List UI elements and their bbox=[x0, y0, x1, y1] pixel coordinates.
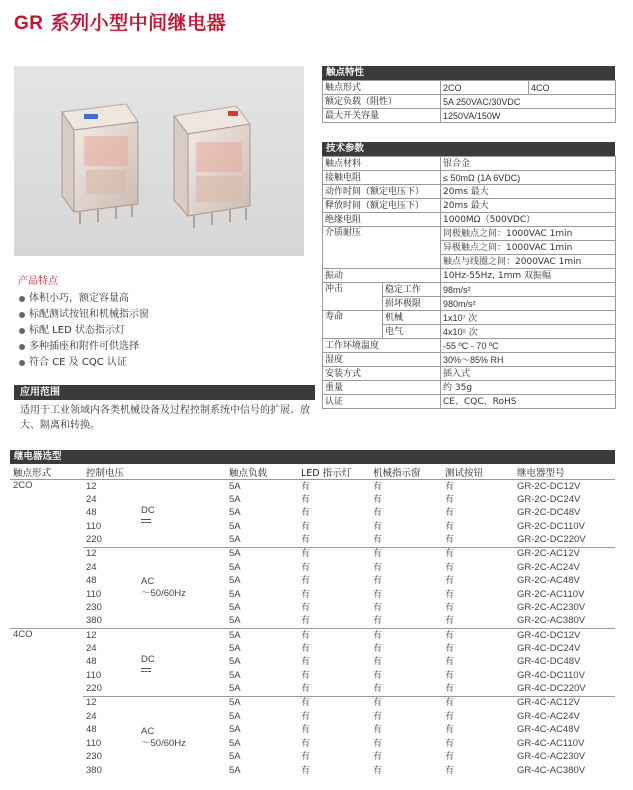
table-row bbox=[10, 737, 615, 751]
feature-item: 标配测试按钮和机械指示窗 bbox=[18, 307, 308, 323]
table-row bbox=[10, 683, 615, 697]
dc-symbol-icon bbox=[141, 519, 151, 523]
features-title: 产品特点 bbox=[18, 276, 58, 287]
spec-value: 1000MΩ（500VDC） bbox=[441, 213, 616, 227]
indicator-cell: 有 bbox=[373, 481, 383, 492]
dielectric-label: 介质耐压 bbox=[323, 227, 441, 269]
spec-value: 约 35g bbox=[441, 381, 616, 395]
indicator-cell: 有 bbox=[373, 603, 383, 614]
indicator-cell: 有 bbox=[373, 657, 383, 668]
led-cell: 有 bbox=[301, 494, 311, 505]
table-row bbox=[10, 574, 615, 588]
load-cell: 5A bbox=[226, 547, 298, 561]
vibration-value: 10Hz-55Hz, 1mm 双振幅 bbox=[441, 269, 616, 283]
load-cell: 5A bbox=[229, 751, 241, 763]
indicator-cell: 有 bbox=[373, 508, 383, 519]
model-cell: GR-2C-DC12V bbox=[517, 480, 581, 492]
load-cell: 5A bbox=[229, 737, 241, 749]
spec-label: 湿度 bbox=[323, 353, 441, 367]
model-cell: GR-2C-DC220V bbox=[517, 534, 586, 546]
model-cell: GR-4C-AC380V bbox=[517, 764, 586, 776]
indicator-cell: 有 bbox=[373, 711, 383, 722]
indicator-cell: 有 bbox=[373, 765, 383, 776]
table-row bbox=[10, 629, 615, 643]
indicator-cell: 有 bbox=[373, 589, 383, 600]
led-cell: 有 bbox=[301, 562, 311, 573]
load-cell: 5A bbox=[229, 480, 241, 492]
load-cell: 5A bbox=[229, 602, 241, 614]
spec-value: 银合金 bbox=[441, 157, 616, 171]
led-cell: 有 bbox=[301, 711, 311, 722]
model-cell: GR-2C-AC110V bbox=[517, 588, 585, 600]
relay-left bbox=[62, 104, 138, 224]
test-button-cell: 有 bbox=[445, 711, 455, 722]
voltage-cell: 24 bbox=[86, 493, 97, 505]
indicator-cell: 有 bbox=[373, 521, 383, 532]
feature-item: 符合 CE 及 CQC 认证 bbox=[18, 355, 308, 371]
led-cell: 有 bbox=[301, 481, 311, 492]
led-cell: 有 bbox=[298, 629, 370, 643]
spec-label: 释放时间（额定电压下） bbox=[323, 199, 441, 213]
test-button-cell: 有 bbox=[445, 616, 455, 627]
contact-form-4: 4CO bbox=[529, 81, 616, 95]
contact-table bbox=[322, 80, 616, 123]
load-cell: 5A bbox=[229, 724, 241, 736]
table-row bbox=[10, 642, 615, 656]
table-row bbox=[10, 601, 615, 615]
led-cell: 有 bbox=[301, 616, 311, 627]
test-button-cell: 有 bbox=[445, 562, 455, 573]
led-cell: 有 bbox=[301, 725, 311, 736]
spec-label: 工作环境温度 bbox=[323, 339, 441, 353]
table-row bbox=[10, 493, 615, 507]
contact-form-cell: 4CO bbox=[10, 629, 83, 778]
test-button-cell: 有 bbox=[445, 521, 455, 532]
shock-stable-value: 98m/s² bbox=[441, 283, 616, 297]
col-header: 触点形式 bbox=[10, 465, 83, 480]
indicator-cell: 有 bbox=[373, 616, 383, 627]
dielectric-value: 触点与线圈之间：2000VAC 1min bbox=[441, 255, 616, 269]
col-header: 测试按钮 bbox=[442, 465, 514, 480]
indicator-cell: 有 bbox=[373, 725, 383, 736]
contact-form-cell: 2CO bbox=[13, 480, 33, 491]
test-button-cell: 有 bbox=[442, 696, 514, 710]
model-cell: GR-2C-AC380V bbox=[517, 615, 586, 627]
led-cell: 有 bbox=[301, 589, 311, 600]
test-button-cell: 有 bbox=[445, 643, 455, 654]
page-title bbox=[14, 8, 226, 35]
indicator-cell: 有 bbox=[373, 535, 383, 546]
test-button-cell: 有 bbox=[445, 494, 455, 505]
ac-label: AC bbox=[141, 725, 155, 737]
spec-value: -55 ºC - 70 ºC bbox=[441, 339, 616, 353]
test-button-cell: 有 bbox=[445, 508, 455, 519]
model-cell: GR-4C-DC110V bbox=[517, 669, 585, 681]
voltage-cell: 48 bbox=[86, 507, 97, 519]
test-button-cell: 有 bbox=[445, 684, 455, 695]
dc-label: DC bbox=[141, 504, 155, 516]
led-cell: 有 bbox=[301, 508, 311, 519]
voltage-cell: 380 bbox=[86, 615, 102, 627]
feature-item: 体积小巧，额定容量高 bbox=[18, 291, 308, 307]
spec-label: 重量 bbox=[323, 381, 441, 395]
features-section bbox=[18, 272, 308, 371]
voltage-cell: 12 bbox=[83, 696, 138, 710]
table-row bbox=[10, 547, 615, 561]
indicator-cell: 有 bbox=[373, 738, 383, 749]
col-header bbox=[138, 465, 226, 480]
selection-body bbox=[10, 480, 615, 778]
indicator-cell: 有 bbox=[373, 562, 383, 573]
test-button-cell: 有 bbox=[445, 765, 455, 776]
feature-item: 多种插座和附件可供选择 bbox=[18, 339, 308, 355]
voltage-cell: 12 bbox=[86, 480, 97, 492]
load-cell: 5A bbox=[229, 656, 241, 668]
shock-destroy-label: 损坏极限 bbox=[383, 297, 441, 311]
led-cell: 有 bbox=[301, 576, 311, 587]
ac-frequency: ～50/60Hz bbox=[141, 588, 186, 600]
selection-header-row bbox=[10, 465, 615, 480]
table-row bbox=[10, 520, 615, 534]
model-cell: GR-2C-AC24V bbox=[517, 561, 580, 573]
load-cell: 5A bbox=[229, 561, 241, 573]
led-cell: 有 bbox=[301, 684, 311, 695]
voltage-cell: 220 bbox=[86, 683, 102, 695]
spec-label: 接触电阻 bbox=[323, 171, 441, 185]
table-row bbox=[10, 615, 615, 629]
voltage-cell: 230 bbox=[86, 602, 102, 614]
test-button-cell: 有 bbox=[445, 576, 455, 587]
table-row bbox=[10, 588, 615, 602]
load-cell: 5A bbox=[229, 507, 241, 519]
life-mech-label: 机械 bbox=[383, 311, 441, 325]
capacity-value: 1250VA/150W bbox=[441, 109, 616, 123]
table-row bbox=[10, 534, 615, 548]
relay-illustration bbox=[14, 66, 304, 256]
load-cell: 5A bbox=[229, 615, 241, 627]
voltage-cell: 24 bbox=[86, 561, 97, 573]
table-row bbox=[10, 656, 615, 670]
spec-label: 动作时间（额定电压下） bbox=[323, 185, 441, 199]
model-cell: GR-4C-AC48V bbox=[517, 724, 580, 736]
dielectric-value: 异极触点之间：1000VAC 1min bbox=[441, 241, 616, 255]
model-cell: GR-2C-AC230V bbox=[517, 602, 586, 614]
title-prefix: GR bbox=[14, 13, 44, 34]
col-header: LED 指示灯 bbox=[298, 465, 370, 480]
current-type-cell bbox=[138, 547, 226, 628]
col-header: 继电器型号 bbox=[514, 465, 615, 480]
table-row bbox=[10, 669, 615, 683]
dielectric-value: 同极触点之间：1000VAC 1min bbox=[441, 227, 616, 241]
selection-header: 继电器选型 bbox=[10, 450, 615, 464]
voltage-cell: 230 bbox=[86, 751, 102, 763]
spec-value: 20ms 最大 bbox=[441, 185, 616, 199]
voltage-cell: 110 bbox=[86, 588, 102, 600]
led-cell: 有 bbox=[301, 643, 311, 654]
life-label: 寿命 bbox=[323, 311, 383, 339]
ac-label: AC bbox=[141, 576, 155, 588]
current-type-cell bbox=[138, 696, 226, 777]
table-row bbox=[10, 723, 615, 737]
load-cell: 5A bbox=[229, 669, 241, 681]
table-row bbox=[10, 507, 615, 521]
load-cell: 5A bbox=[229, 710, 241, 722]
spec-value: 20ms 最大 bbox=[441, 199, 616, 213]
led-cell: 有 bbox=[301, 657, 311, 668]
product-photo bbox=[14, 66, 304, 256]
indicator-cell: 有 bbox=[370, 696, 442, 710]
test-button-cell: 有 bbox=[445, 657, 455, 668]
load-cell: 5A bbox=[229, 764, 241, 776]
shock-destroy-value: 980m/s² bbox=[441, 297, 616, 311]
load-value: 5A 250VAC/30VDC bbox=[441, 95, 616, 109]
feature-item: 标配 LED 状态指示灯 bbox=[18, 323, 308, 339]
ac-frequency: ～50/60Hz bbox=[141, 737, 186, 749]
voltage-cell: 110 bbox=[86, 669, 102, 681]
spec-value: CE、CQC、RoHS bbox=[441, 395, 616, 409]
tech-table bbox=[322, 156, 616, 409]
voltage-cell: 110 bbox=[86, 737, 102, 749]
voltage-cell: 48 bbox=[86, 656, 97, 668]
table-row bbox=[10, 696, 615, 710]
application-header: 应用范围 bbox=[14, 385, 315, 400]
load-cell: 5A bbox=[229, 520, 241, 532]
led-cell: 有 bbox=[298, 696, 370, 710]
spec-value: ≤ 50mΩ (1A 6VDC) bbox=[441, 171, 616, 185]
model-cell: GR-2C-DC24V bbox=[517, 493, 581, 505]
led-cell: 有 bbox=[301, 738, 311, 749]
indicator-cell: 有 bbox=[373, 670, 383, 681]
voltage-cell: 48 bbox=[86, 575, 97, 587]
spec-value: 插入式 bbox=[441, 367, 616, 381]
voltage-cell: 220 bbox=[86, 534, 102, 546]
voltage-cell: 24 bbox=[86, 710, 97, 722]
life-elec-label: 电气 bbox=[383, 325, 441, 339]
load-cell: 5A bbox=[226, 696, 298, 710]
relay-right bbox=[174, 106, 250, 228]
model-cell: GR-2C-DC48V bbox=[517, 507, 581, 519]
model-cell: GR-4C-DC12V bbox=[514, 629, 615, 643]
capacity-label: 最大开关容量 bbox=[323, 109, 441, 123]
voltage-cell: 12 bbox=[83, 629, 138, 643]
application-text: 适用于工业领域内各类机械设备及过程控制系统中信号的扩展、放大、隔离和转换。 bbox=[20, 405, 310, 431]
vibration-label: 振动 bbox=[323, 269, 441, 283]
voltage-cell: 12 bbox=[83, 547, 138, 561]
model-cell: GR-4C-DC24V bbox=[517, 642, 581, 654]
indicator-cell: 有 bbox=[373, 684, 383, 695]
model-cell: GR-4C-AC24V bbox=[517, 710, 580, 722]
test-button-cell: 有 bbox=[445, 670, 455, 681]
contact-header: 触点特性 bbox=[322, 66, 615, 80]
model-cell: GR-2C-AC12V bbox=[514, 547, 615, 561]
voltage-cell: 380 bbox=[86, 764, 102, 776]
test-button-cell: 有 bbox=[442, 547, 514, 561]
current-type-cell bbox=[138, 629, 226, 697]
led-cell: 有 bbox=[301, 603, 311, 614]
shock-label: 冲击 bbox=[323, 283, 383, 311]
table-row bbox=[10, 750, 615, 764]
test-button-cell: 有 bbox=[445, 603, 455, 614]
life-elec-value: 4x10⁵ 次 bbox=[441, 325, 616, 339]
voltage-cell: 110 bbox=[86, 520, 102, 532]
load-cell: 5A bbox=[229, 683, 241, 695]
spec-label: 安装方式 bbox=[323, 367, 441, 381]
col-header: 控制电压 bbox=[83, 465, 138, 480]
current-type-cell bbox=[138, 480, 226, 548]
voltage-cell: 48 bbox=[86, 724, 97, 736]
model-cell: GR-4C-DC220V bbox=[517, 683, 586, 695]
led-cell: 有 bbox=[301, 670, 311, 681]
contact-form-label: 触点形式 bbox=[323, 81, 441, 95]
load-cell: 5A bbox=[229, 493, 241, 505]
dc-symbol-icon bbox=[141, 668, 151, 672]
model-cell: GR-2C-AC48V bbox=[517, 575, 580, 587]
model-cell: GR-4C-AC12V bbox=[514, 696, 615, 710]
indicator-cell: 有 bbox=[370, 547, 442, 561]
load-cell: 5A bbox=[229, 642, 241, 654]
load-cell: 5A bbox=[226, 629, 298, 643]
tech-header: 技术参数 bbox=[322, 142, 615, 156]
led-cell: 有 bbox=[301, 535, 311, 546]
spec-label: 认证 bbox=[323, 395, 441, 409]
test-button-cell: 有 bbox=[445, 481, 455, 492]
table-row bbox=[10, 480, 615, 494]
test-button-cell: 有 bbox=[445, 752, 455, 763]
model-cell: GR-4C-DC48V bbox=[517, 656, 581, 668]
led-cell: 有 bbox=[298, 547, 370, 561]
col-header: 机械指示窗 bbox=[370, 465, 442, 480]
spec-label: 触点材料 bbox=[323, 157, 441, 171]
selection-table bbox=[10, 465, 615, 778]
contact-form-2: 2CO bbox=[441, 81, 529, 95]
led-cell: 有 bbox=[301, 521, 311, 532]
load-cell: 5A bbox=[229, 575, 241, 587]
indicator-cell: 有 bbox=[373, 576, 383, 587]
table-row bbox=[10, 561, 615, 575]
model-cell: GR-4C-AC110V bbox=[517, 737, 585, 749]
title-text: 系列小型中间继电器 bbox=[43, 12, 227, 34]
test-button-cell: 有 bbox=[445, 535, 455, 546]
indicator-cell: 有 bbox=[370, 629, 442, 643]
indicator-cell: 有 bbox=[373, 494, 383, 505]
test-button-cell: 有 bbox=[445, 589, 455, 600]
load-cell: 5A bbox=[229, 588, 241, 600]
indicator-cell: 有 bbox=[373, 643, 383, 654]
led-cell: 有 bbox=[301, 752, 311, 763]
test-button-cell: 有 bbox=[442, 629, 514, 643]
model-cell: GR-4C-AC230V bbox=[517, 751, 586, 763]
dc-label: DC bbox=[141, 653, 155, 665]
led-cell: 有 bbox=[301, 765, 311, 776]
spec-value: 30%～85% RH bbox=[441, 353, 616, 367]
indicator-cell: 有 bbox=[373, 752, 383, 763]
spec-label: 绝缘电阻 bbox=[323, 213, 441, 227]
shock-stable-label: 稳定工作 bbox=[383, 283, 441, 297]
table-row bbox=[10, 764, 615, 778]
col-header: 触点负载 bbox=[226, 465, 298, 480]
test-button-cell: 有 bbox=[445, 738, 455, 749]
test-button-cell: 有 bbox=[445, 725, 455, 736]
voltage-cell: 24 bbox=[86, 642, 97, 654]
model-cell: GR-2C-DC110V bbox=[517, 520, 585, 532]
table-row bbox=[10, 710, 615, 724]
life-mech-value: 1x10⁷ 次 bbox=[441, 311, 616, 325]
load-label: 额定负载（阻性） bbox=[323, 95, 441, 109]
load-cell: 5A bbox=[229, 534, 241, 546]
